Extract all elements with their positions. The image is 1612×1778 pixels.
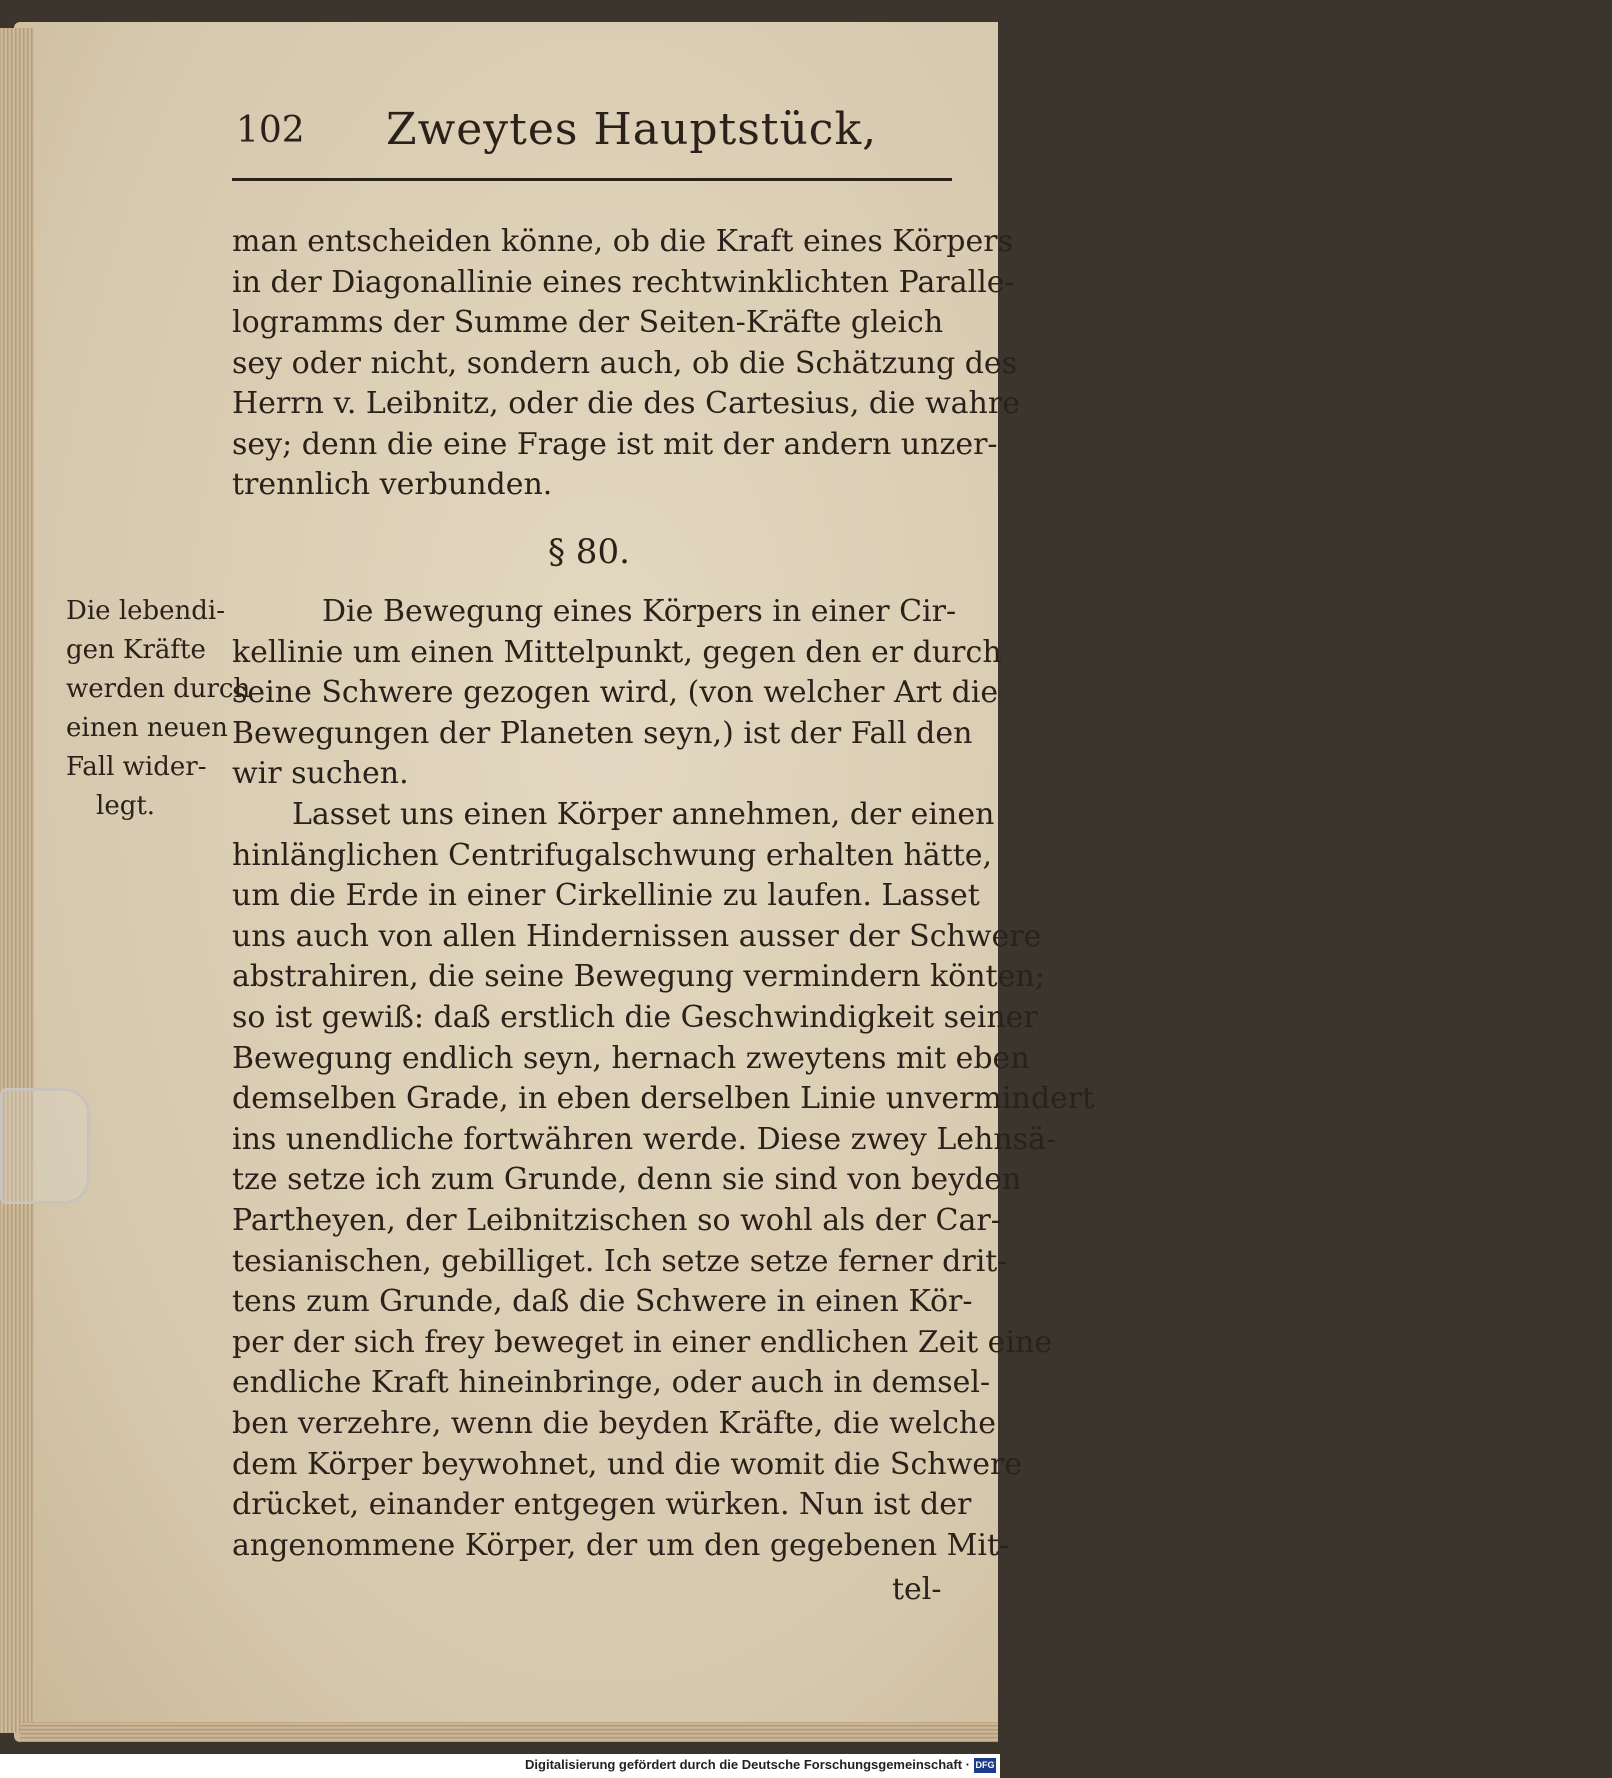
text-line: hinlänglichen Centrifugalschwung erhalten hätte, (232, 837, 993, 873)
text-line: Lasset uns einen Körper annehmen, der einen (292, 797, 995, 832)
margin-note-line: einen neuen (66, 713, 228, 743)
text-line: sey oder nicht, sondern auch, ob die Schätzung des (232, 345, 1018, 381)
margin-note (66, 592, 251, 826)
text-line: Partheyen, der Leibnitzischen so wohl als der Car- (232, 1203, 1001, 1238)
margin-note-line: werden durch (66, 674, 251, 704)
text-line: seine Schwere gezogen wird, (von welcher Art die (232, 675, 999, 711)
text-line: man entscheiden könne, ob die Kraft eines Körpers (232, 224, 1013, 259)
text-line: abstrahiren, die seine Bewegung vermindern könten; (232, 959, 1045, 995)
text-line: tze setze ich zum Grunde, denn sie sind von beyden (232, 1162, 1022, 1198)
text-line: ben verzehre, wenn die beyden Kräfte, die welche (232, 1406, 996, 1441)
footer-credit: Digitalisierung gefördert durch die Deutsche Forschungsgemeinschaft · (525, 1757, 970, 1772)
text-line: so ist gewiß: daß erstlich die Geschwindigkeit seiner (232, 1000, 1038, 1035)
page-number: 102 (236, 110, 305, 151)
margin-note-line: Fall wider- (66, 752, 207, 782)
margin-note-line: legt. (96, 791, 156, 821)
text-line: endliche Kraft hineinbringe, oder auch in demsel- (232, 1365, 991, 1401)
text-line: ins unendliche fortwähren werde. Diese zwey Lehnsä- (232, 1121, 1057, 1157)
dfg-logo: DFG (974, 1758, 996, 1773)
page-stack-edge-bottom (20, 1722, 998, 1742)
text-line: drücket, einander entgegen würken. Nun ist der (232, 1487, 972, 1523)
text-line: Bewegungen der Planeten seyn,) ist der Fall den (232, 715, 973, 751)
text-line: tesianischen, gebilliget. Ich setze setze ferner drit- (232, 1243, 1008, 1279)
catchword: tel- (892, 1572, 942, 1608)
text-line: uns auch von allen Hindernissen ausser der Schwere (232, 918, 1042, 954)
text-line: angenommene Körper, der um den gegebenen Mit- (232, 1527, 1010, 1563)
text-line: logramms der Summe der Seiten-Kräfte gleich (232, 305, 944, 340)
margin-note-line: Die lebendi- (66, 596, 226, 626)
text-line: trennlich verbunden. (232, 467, 553, 502)
page-stack-edge-left (0, 28, 34, 1733)
running-head: Zweytes Hauptstück, (386, 104, 878, 155)
text-line: Herrn v. Leibnitz, oder die des Cartesius, die wahre (232, 386, 1020, 421)
text-line: in der Diagonallinie eines rechtwinklichten Paralle- (232, 264, 1015, 300)
text-line: Bewegung endlich seyn, hernach zweytens mit eben (232, 1040, 1030, 1076)
margin-note-line: gen Kräfte (66, 635, 206, 665)
text-line: kellinie um einen Mittelpunkt, gegen den er durch (232, 634, 1002, 670)
text-line: wir suchen. (232, 756, 409, 792)
page-clip (0, 1088, 90, 1204)
text-line: Die Bewegung eines Körpers in einer Cir- (322, 594, 957, 629)
text-line: demselben Grade, in eben derselben Linie unvermindert (232, 1081, 1095, 1117)
text-line: tens zum Grunde, daß die Schwere in einen Kör- (232, 1284, 973, 1320)
section-heading: § 80. (548, 532, 630, 572)
text-line: um die Erde in einer Cirkellinie zu laufen. Lasset (232, 878, 980, 914)
header-rule (232, 178, 952, 181)
text-line: dem Körper beywohnet, und die womit die Schwere (232, 1446, 1023, 1482)
text-line: sey; denn die eine Frage ist mit der andern unzer- (232, 426, 998, 462)
text-line: per der sich frey beweget in einer endlichen Zeit eine (232, 1324, 1053, 1360)
